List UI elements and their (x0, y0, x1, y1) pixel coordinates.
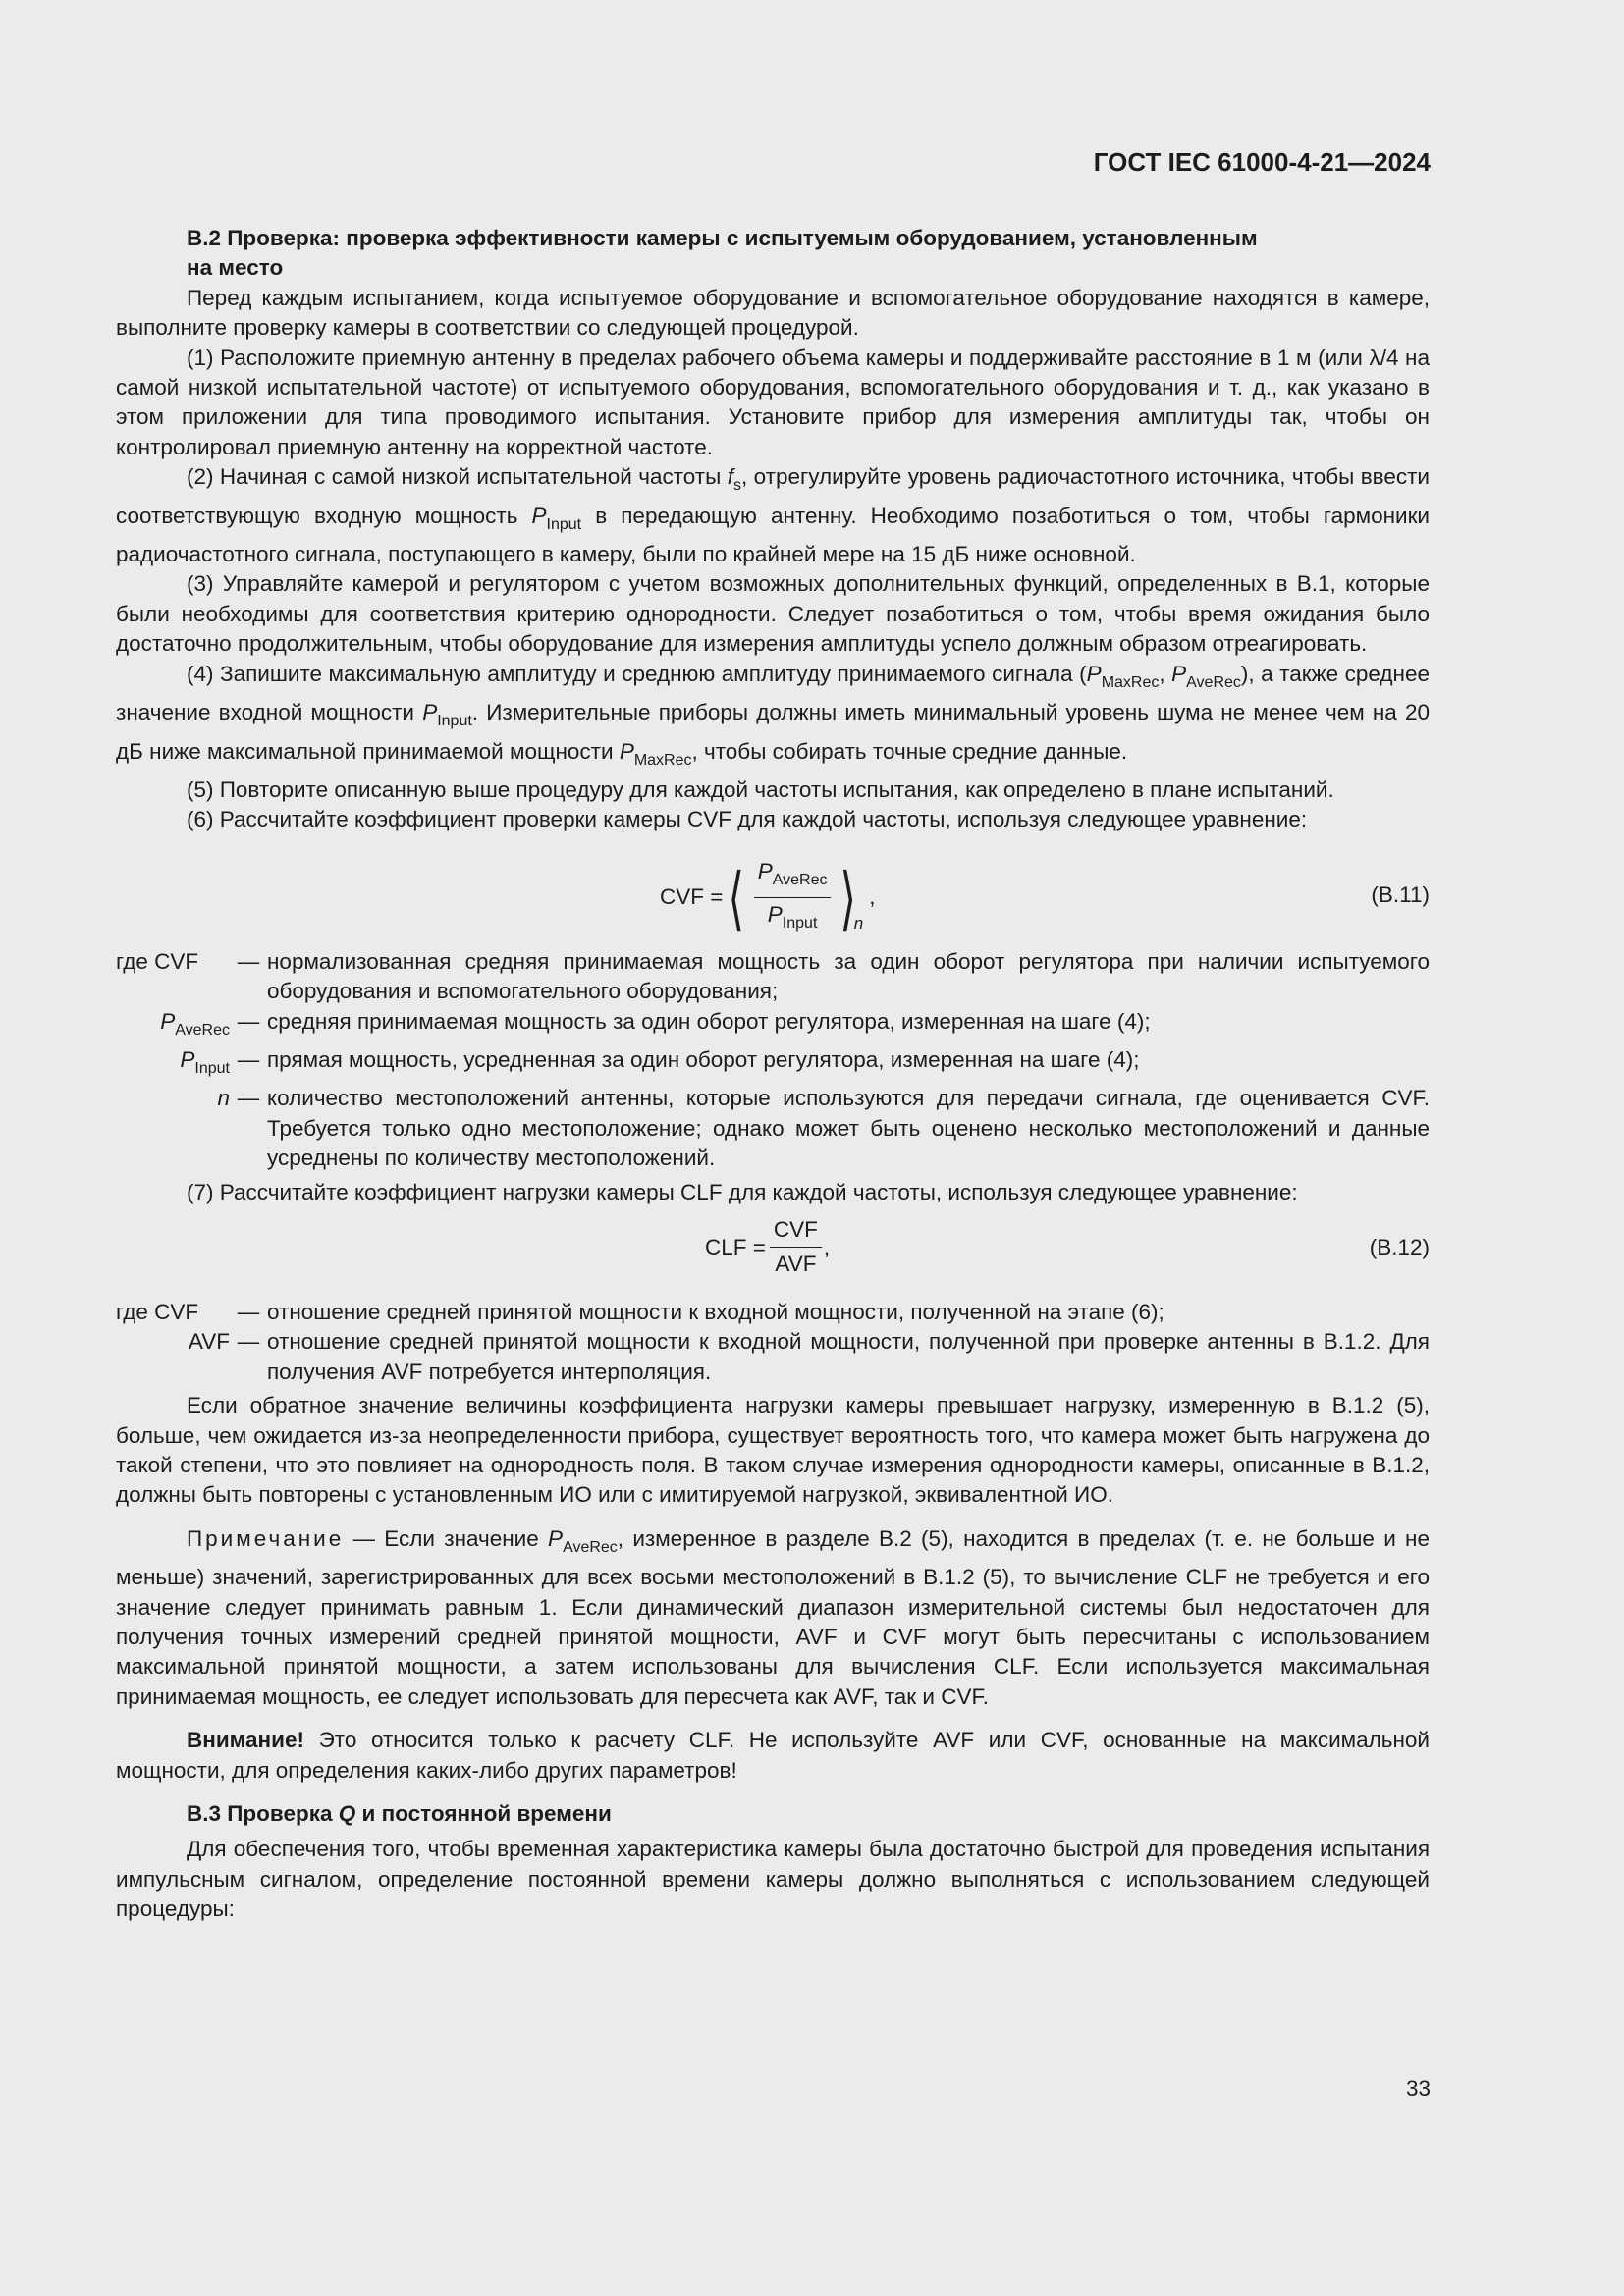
document-header: ГОСТ IEC 61000-4-21—2024 (1093, 147, 1431, 177)
document-body (116, 224, 1430, 1925)
step-6: (6) Рассчитайте коэффициент проверки камеры CVF для каждой частоты, используя следующее уравнение: (187, 807, 1308, 832)
definition-row: $P_{Input}$ — прямая мощность, усредненная за один оборот регулятора, измеренная на шаге (4); (180, 1046, 1140, 1077)
equation-number-b11: (B.11) (1371, 881, 1430, 907)
step-7: (7) Рассчитайте коэффициент нагрузки камеры CLF для каждой частоты, используя следующее уравнение: (187, 1179, 1298, 1204)
step-1: (1) Расположите приемную антенну в пределах рабочего объема камеры и поддерживайте расстояние в 1 м (или λ/4 на самой низкой испытательной частоте) от испытуемого оборудования, вспомогательного оборудования и т. д., как указано в этом приложении для типа проводимого испытания. Установите прибор для измерения амплитуды так, чтобы он контролировал приемную антенну на корректной частоте. (116, 345, 1430, 459)
definition-row: AVF — отношение средней принятой мощности к входной мощности, полученной при проверке антенны в B.1.2. Для получения AVF потребуется интерполяция. (188, 1329, 1430, 1384)
eq11-lhs: CVF = (660, 884, 724, 910)
warning-label: Внимание! (187, 1728, 304, 1753)
equation-b12: CLF = $\frac{\text{CVF}}{\text{AVF}}$ , (B.12) (116, 1213, 1430, 1284)
section-b3-title: B.3 Проверка Q и постоянной времени (187, 1801, 612, 1827)
definition-row: $P_{AveRec}$ — средняя принимаемая мощность за один оборот регулятора, измеренная на шаге (4); (160, 1008, 1151, 1039)
definitions-b12 (116, 1298, 1430, 1387)
warning-paragraph: Внимание! Это относится только к расчету CLF. Не используйте AVF или CVF, основанные на максимальной мощности, для определения каких-либо других параметров! (116, 1728, 1430, 1783)
section-b2-title: B.2 Проверка: проверка эффективности камеры с испытуемым оборудованием, установленным на место (187, 226, 1258, 281)
eq12-lhs: CLF = (705, 1234, 766, 1259)
step-5: (5) Повторите описанную выше процедуру для каждой частоты испытания, как определено в плане испытаний. (187, 776, 1334, 802)
definition-row: где CVF — отношение средней принятой мощности к входной мощности, полученной на этапе (6); (116, 1299, 1164, 1324)
definition-row: где CVF — нормализованная средняя принимаемая мощность за один оборот регулятора при наличии испытуемого оборудования и вспомогательного оборудования; (116, 948, 1430, 1004)
section-b3-text: Для обеспечения того, чтобы временная характеристика камеры была достаточно быстрой для проведения испытания импульсным сигналом, определение постоянной времени камеры должно выполняться с использованием следующей процедуры: (116, 1837, 1430, 1922)
step-4: (4) Запишите максимальную амплитуду и среднюю амплитуду принимаемого сигнала ($P_{MaxRec}$, $P_{AveRec}$), а также среднее значение входной мощности $P_{Input}$. Измерительные приборы должны иметь минимальный уровень шума не менее чем на 20 дБ ниже максимальной принимаемой мощности $P_{MaxRec}$, чтобы собирать точные средние данные. (116, 661, 1431, 769)
eq12-fraction: $\frac{\text{CVF}}{\text{AVF}}$ (770, 1215, 822, 1280)
eq11-subscript: n (853, 914, 864, 934)
section-b2-intro: Перед каждым испытанием, когда испытуемое оборудование и вспомогательное оборудование находятся в камере, выполните проверку камеры в соответствии со следующей процедурой. (116, 285, 1430, 341)
step-3: (3) Управляйте камерой и регулятором с учетом возможных дополнительных функций, определенных в B.1, которые были необходимы для соответствия критерию однородности. Следует позаботиться о том, чтобы время ожидания было достаточно продолжительным, чтобы оборудование для измерения амплитуды успело должным образом отреагировать. (116, 571, 1430, 657)
equation-number-b12: (B.12) (1369, 1234, 1430, 1259)
step-2: (2) Начиная с самой низкой испытательной частоты $f_s$, отрегулируйте уровень радиочастотного источника, чтобы ввести соответствующую входную мощность $P_{Input}$ в передающую антенну. Необходимо позаботиться о том, чтобы гармоники радиочастотного сигнала, поступающего в камеру, были по крайней мере на 15 дБ ниже основной. (116, 464, 1430, 567)
eq11-fraction: $\frac{P_{AveRec}}{P_{Input}}$ (754, 857, 832, 939)
equation-b11: CVF = ⟨ $\frac{P_{AveRec}}{P_{Input}}$ ⟩ n , (B.11) (116, 843, 1430, 937)
page-number: 33 (1405, 2076, 1431, 2101)
note-label: Примечание (187, 1525, 345, 1551)
paragraph-load-factor: Если обратное значение величины коэффициента нагрузки камеры превышает нагрузку, измеренную в B.1.2 (5), больше, чем ожидается из-за неопределенности прибора, существует вероятность того, что камера может быть нагружена до такой степени, что это повлияет на однородность поля. В таком случае измерения однородности камеры, описанные в B.1.2, должны быть повторены с установленным ИО или с имитируемой нагрузкой, эквивалентной ИО. (116, 1393, 1430, 1508)
left-angle-bracket: ⟨ (728, 859, 745, 936)
definition-row: n — количество местоположений антенны, которые используются для передачи сигнала, где оценивается CVF. Требуется только одно местоположение; однако может быть оценено несколько местоположений и данные усреднены по количеству местоположений. (217, 1086, 1430, 1171)
note-paragraph: Примечание — Если значение $P_{AveRec}$, измеренное в разделе B.2 (5), находится в пределах (т. е. не больше и не меньше) значений, зарегистрированных для всех восьми местоположений в B.1.2 (5), то вычисление CLF не требуется и его значение следует принимать равным 1. Если динамический диапазон измерительной системы был недостаточен для получения точных измерений средней принятой мощности, AVF и CVF могут быть пересчитаны с использованием максимальной принятой мощности, а затем использованы для вычисления CLF. Если используется максимальная принимаемая мощность, ее следует использовать для пересчета как AVF, так и CVF. (116, 1525, 1430, 1709)
right-angle-bracket: ⟩ (839, 859, 857, 936)
definitions-b11 (116, 947, 1430, 1174)
